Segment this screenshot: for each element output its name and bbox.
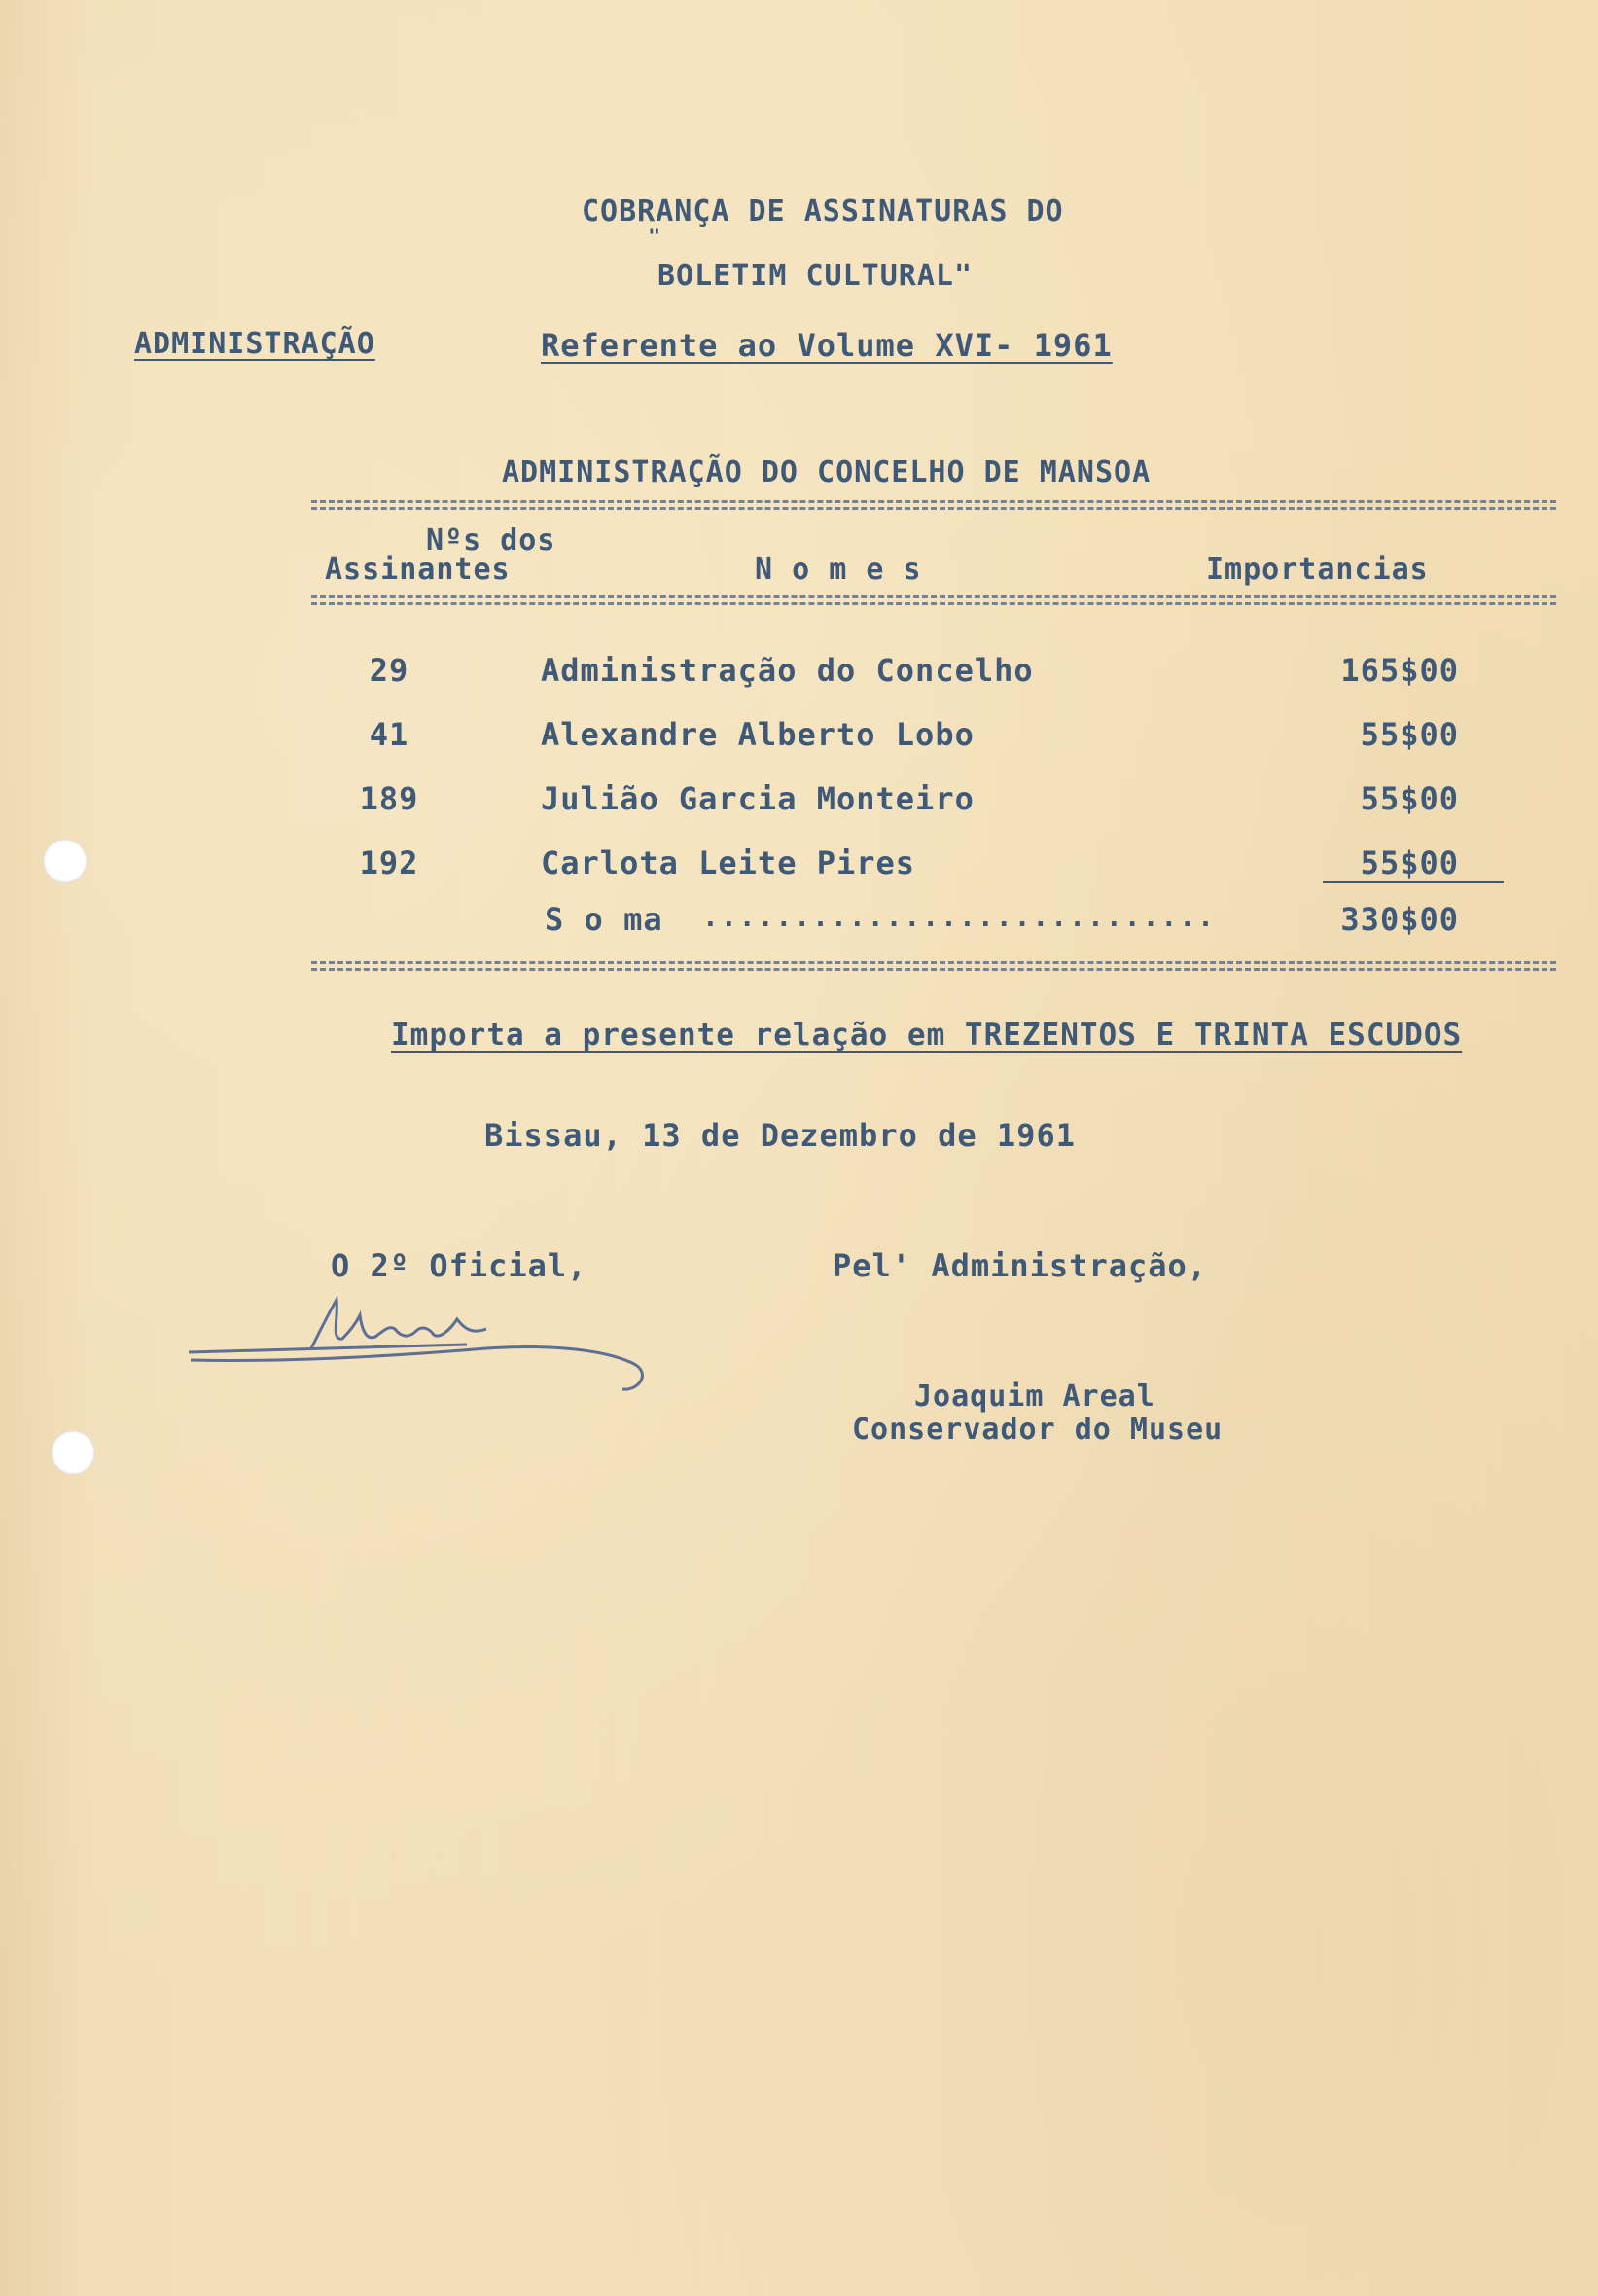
left-signatory-title: O 2º Oficial, [331,1247,587,1284]
punch-hole-top [43,839,88,883]
volume-reference: Referente ao Volume XVI- 1961 [541,327,1113,364]
top-rule [311,500,1556,510]
sum-underline [1323,881,1504,883]
right-signatory-title: Pel' Administração, [833,1247,1208,1284]
title-line-2: BOLETIM CULTURAL" [657,259,974,293]
header-numbers-line1: Nºs dos [426,523,556,557]
sum-label: S o ma [545,901,663,938]
title-quote-mark: " [648,226,662,250]
row-2-name: Alexandre Alberto Lobo [541,716,975,753]
row-2-amount: 55$00 [1360,716,1459,753]
punch-hole-bottom [51,1430,95,1475]
row-1-number: 29 [369,652,409,689]
row-4-amount: 55$00 [1360,844,1459,881]
title-line-1: COBRANÇA DE ASSINATURAS DO [582,195,1064,229]
right-signatory-role: Conservador do Museu [852,1413,1224,1447]
header-names: N o m e s [755,553,922,587]
row-1-name: Administração do Concelho [541,652,1034,689]
total-statement: Importa a presente relação em TREZENTOS E TRINTA ESCUDOS [391,1018,1463,1053]
right-signatory-name: Joaquim Areal [914,1380,1155,1414]
header-numbers-line2: Assinantes [325,553,511,587]
bottom-rule [311,961,1556,971]
row-4-number: 192 [359,844,419,881]
sum-dot-leader: ............................ [702,901,1217,933]
header-rule [311,595,1556,605]
sum-amount: 330$00 [1340,901,1459,938]
section-title: ADMINISTRAÇÃO DO CONCELHO DE MANSOA [502,455,1152,489]
row-2-number: 41 [369,716,409,753]
header-amounts: Importancias [1206,553,1429,587]
row-3-number: 189 [359,780,419,817]
administration-label: ADMINISTRAÇÃO [134,327,375,361]
row-4-name: Carlota Leite Pires [541,844,916,881]
row-3-amount: 55$00 [1360,780,1459,817]
row-3-name: Julião Garcia Monteiro [541,780,975,817]
handwritten-signature [175,1280,671,1397]
place-date: Bissau, 13 de Dezembro de 1961 [484,1117,1076,1154]
row-1-amount: 165$00 [1340,652,1459,689]
